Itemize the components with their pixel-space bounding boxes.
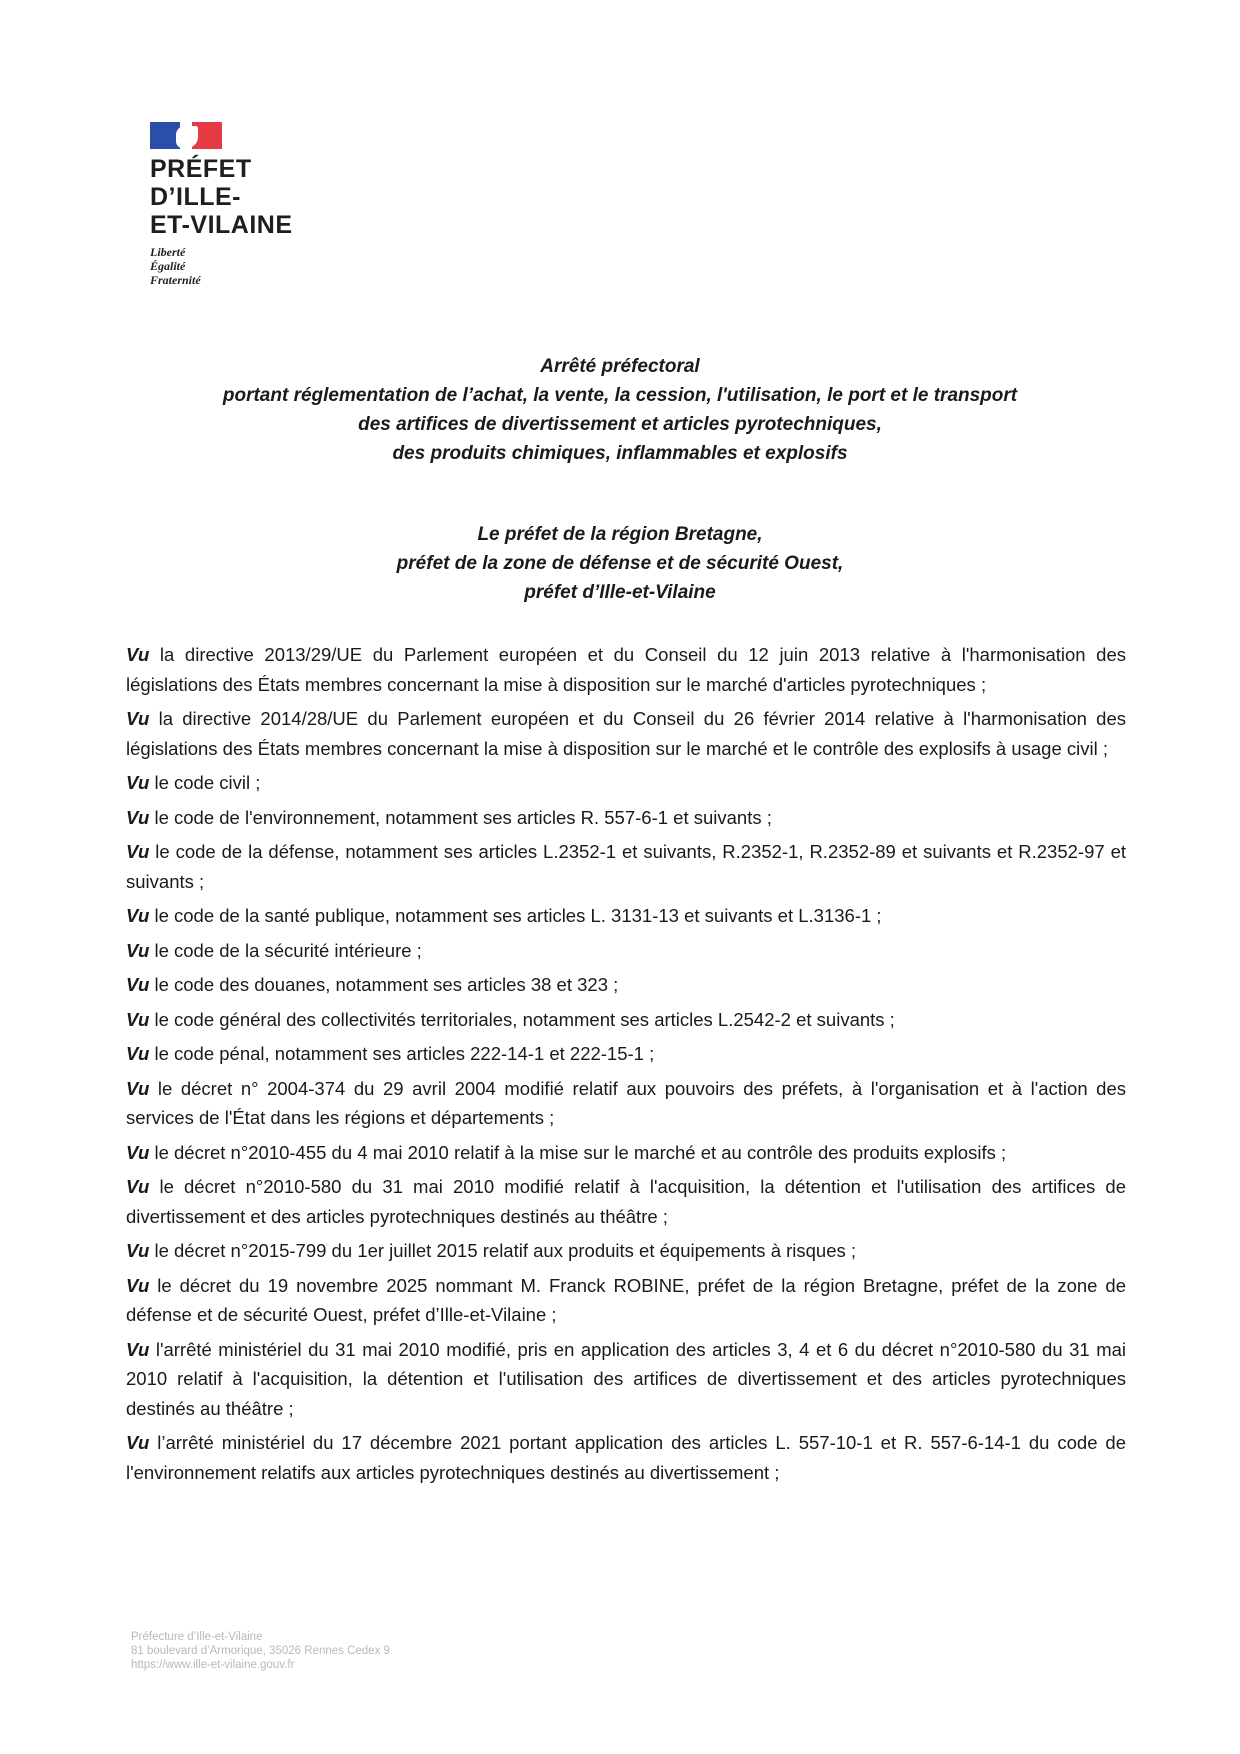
title-line: des produits chimiques, inflammables et explosifs — [392, 443, 848, 464]
visa-text: le code de l'environnement, notamment ses articles R. 557-6-1 et suivants ; — [154, 806, 772, 828]
visa-text: le décret n°2010-580 du 31 mai 2010 modifié relatif à l'acquisition, la détention et l'utilisation des artifices de divertissement et des articles pyrotechniques destinés au théâtre ; — [126, 1176, 1127, 1227]
visas-list — [126, 640, 1126, 1492]
republic-motto — [150, 245, 293, 287]
visa-item — [126, 1005, 1126, 1035]
visa-text: la directive 2013/29/UE du Parlement européen et du Conseil du 12 juin 2013 relative à l'harmonisation des législations des États membres concernant la mise à disposition sur le marché d'articles pyrotechniques ; — [126, 644, 1126, 695]
document-title — [0, 352, 1240, 468]
marianne-flag-icon — [150, 122, 222, 149]
visa-item — [126, 768, 1126, 798]
visa-item — [126, 1039, 1126, 1069]
visa-text: le code de la défense, notamment ses articles L.2352-1 et suivants, R.2352-1, R.2352-89 et suivants et R.2352-97 et suivants ; — [126, 841, 1127, 892]
logo-title — [150, 155, 293, 239]
visa-item — [126, 1428, 1126, 1487]
visa-item — [126, 803, 1126, 833]
visa-text: le code général des collectivités territoriales, notamment ses articles L.2542-2 et suivants ; — [154, 1008, 895, 1030]
visa-text: le décret n°2015-799 du 1er juillet 2015 relatif aux produits et équipements à risques ; — [154, 1240, 857, 1261]
visa-text: l'arrêté ministériel du 31 mai 2010 modifié, pris en application des articles 3, 4 et 6 du décret n°2010-580 du 31 mai 2010 relatif à l'acquisition, la détention et l'utilisation des artifices de divertissement et des articles pyrotechniques destinés au théâtre ; — [126, 1338, 1127, 1419]
visa-item — [126, 1138, 1126, 1168]
visa-prefix: Vu — [126, 1008, 150, 1030]
visa-prefix: Vu — [126, 1176, 150, 1197]
visa-text: le code pénal, notamment ses articles 222-14-1 et 222-15-1 ; — [154, 1043, 655, 1064]
visa-item — [126, 936, 1126, 966]
visa-text: le code civil ; — [154, 772, 261, 793]
visa-prefix: Vu — [126, 1432, 150, 1453]
visa-item — [126, 1172, 1126, 1231]
visa-text: l’arrêté ministériel du 17 décembre 2021 portant application des articles L. 557-10-1 et R. 557-6-14-1 du code de l'environnement relatifs aux articles pyrotechniques destinés au divertissement ; — [126, 1432, 1127, 1483]
authority-line: préfet d’Ille-et-Vilaine — [524, 582, 716, 603]
footer-line: 81 boulevard d’Armorique, 35026 Rennes Cedex 9 — [131, 1645, 390, 1657]
footer-line: Préfecture d’Ille-et-Vilaine — [131, 1631, 263, 1643]
visa-text: la directive 2014/28/UE du Parlement européen et du Conseil du 26 février 2014 relative à l'harmonisation des législations des États membres concernant la mise à disposition sur le marché et le contrôle des explosifs à usage civil ; — [126, 708, 1127, 759]
visa-prefix: Vu — [126, 1338, 150, 1360]
title-line: Arrêté préfectoral — [540, 356, 700, 377]
visa-prefix: Vu — [126, 1274, 150, 1296]
issuing-authority — [0, 520, 1240, 607]
authority-line: préfet de la zone de défense et de sécurité Ouest, — [396, 553, 844, 574]
authority-line: Le préfet de la région Bretagne, — [477, 524, 763, 545]
visa-prefix: Vu — [126, 1043, 150, 1064]
logo-line: PRÉFET — [150, 155, 252, 183]
motto-line: Fraternité — [150, 273, 201, 287]
visa-item — [126, 1074, 1126, 1133]
visa-prefix: Vu — [126, 1240, 150, 1261]
visa-text: le code de la santé publique, notamment ses articles L. 3131-13 et suivants et L.3136-1 ; — [154, 905, 882, 926]
visa-prefix: Vu — [126, 841, 150, 862]
visa-item — [126, 640, 1126, 699]
visa-text: le décret n°2010-455 du 4 mai 2010 relatif à la mise sur le marché et au contrôle des produits explosifs ; — [154, 1141, 1007, 1163]
visa-item — [126, 1236, 1126, 1266]
logo-line: ET-VILAINE — [150, 211, 293, 239]
title-line: des artifices de divertissement et articles pyrotechniques, — [358, 414, 882, 435]
visa-prefix: Vu — [126, 806, 150, 828]
visa-text: le décret n° 2004-374 du 29 avril 2004 modifié relatif aux pouvoirs des préfets, à l'organisation et à l'action des services de l'État dans les régions et départements ; — [126, 1077, 1126, 1128]
visa-prefix: Vu — [126, 772, 150, 793]
logo-line: D’ILLE- — [150, 183, 241, 211]
visa-text: le décret du 19 novembre 2025 nommant M. Franck ROBINE, préfet de la région Bretagne, préfet de la zone de défense et de sécurité Ouest, préfet d’Ille-et-Vilaine ; — [126, 1274, 1126, 1325]
visa-text: le code de la sécurité intérieure ; — [154, 939, 422, 961]
visa-item — [126, 1271, 1126, 1330]
visa-text: le code des douanes, notamment ses articles 38 et 323 ; — [154, 974, 619, 995]
footer-address — [131, 1630, 390, 1672]
motto-line: Liberté — [150, 245, 186, 259]
visa-prefix: Vu — [126, 708, 150, 729]
visa-prefix: Vu — [126, 1141, 150, 1163]
visa-prefix: Vu — [126, 905, 150, 926]
visa-prefix: Vu — [126, 1077, 150, 1099]
visa-item — [126, 837, 1126, 896]
visa-prefix: Vu — [126, 644, 150, 665]
title-line: portant réglementation de l’achat, la vente, la cession, l'utilisation, le port et le transport — [222, 385, 1018, 406]
visa-item — [126, 1335, 1126, 1424]
motto-line: Égalité — [150, 259, 186, 273]
visa-prefix: Vu — [126, 974, 150, 995]
visa-item — [126, 704, 1126, 763]
visa-prefix: Vu — [126, 939, 150, 961]
visa-item — [126, 901, 1126, 931]
prefecture-logo — [150, 122, 293, 287]
footer-line: https://www.ille-et-vilaine.gouv.fr — [131, 1659, 295, 1671]
visa-item — [126, 970, 1126, 1000]
